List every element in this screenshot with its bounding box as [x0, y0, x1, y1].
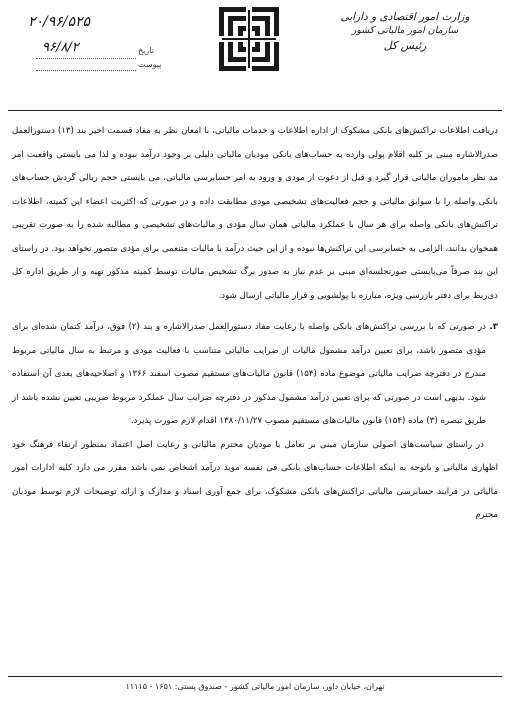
closing-paragraph: در راستای سیاست‌های اصولی سازمان مبنی بر تعامل با مودیان محترم مالیاتی و رعایت اصل اعتماد بمنظور ارتقاء فرهنگ خود اظهاری مالیاتی و باتوجه به اینکه اطلاعات حساب‌های بانکی فی نفسه موید درآمد اشخاص نمی باشد مقرر می دارد کلیه ادارات امور مالیاتی در فرایند حسابرسی مالیاتی تراکنش‌های بانکی مشکوک، برای جمع آوری اسناد و مدارک و ارائه توضیحات لازم توسط مودیان محترم — [12, 439, 498, 520]
list-item-text: در صورتی که با بررسی تراکنش‌های بانکی واصله با رعایت مفاد دستورالعمل صدرالاشاره و بند (۲) فوق، درآمد کتمان شده‌ای برای مؤدی متصور باشد، برای تعیین درآمد مشمول مالیات از ضرایب مالیاتی متناسب با فعالیت مودی و مرتبط به سال مالیاتی مربوط مندرج در دفترچه ضرایب مالیاتی موضوع ماده (۱۵۴) قانون مالیات‌های مستقیم مصوب اسفند ۱۳۶۶ و اصلاحیه‌های بعدی آن استفاده شود. بدیهی است در صورتی که برای تعیین درآمد مشمول مذکور در دفترچه ضرایب سال عملکرد مربوط ضریبی تعیین نشده باشد از طریق تبصره (۳) ماده (۱۵۴) قانون مالیات‌های مستقیم مصوب ۱۳۸۰/۱۱/۲۷ اقدام لازم صورت پذیرد. — [12, 322, 487, 426]
organization-block — [330, 10, 480, 54]
footer-address: تهران، خیابان داور، سازمان امور مالیاتی کشور - صندوق پستی: ۱۶۵۱ - ۱۱۱۱۵ — [125, 682, 385, 691]
letterhead — [0, 0, 510, 100]
organization-name: سازمان امور مالیاتی کشور — [351, 25, 459, 36]
attachment-label: پیوست — [138, 60, 162, 69]
attachment-line — [36, 70, 136, 71]
date-line — [36, 58, 136, 59]
list-item-3 — [12, 316, 498, 434]
letter-body — [12, 120, 498, 528]
header-divider — [8, 110, 502, 111]
footer-divider — [8, 676, 502, 677]
letter-date: ۹۶/۸/۲ — [42, 40, 79, 55]
intro-paragraph: دریافت اطلاعات تراکنش‌های بانکی مشکوک از اداره اطلاعات و خدمات مالیاتی، با امعان نظر به مفاد قسمت اخیر بند (۱۳) دستورالعمل صدرالاشاره مبنی بر کلیه اقلام پولی وارده به حساب‌های بانکی مودیان مالیاتی دلیلی بر وجود درآمد نبوده و لذا می بایستی واقعیت امر مد نظر ماموران مالیاتی قرار گیرد و قبل از دعوت از مودی و ورود به امر حسابرسی مالیاتی، می بایستی حجم ریالی گردش حساب‌های بانکی واصله را با سوابق مالیاتی و حجم فعالیت‌های تشخیصی مودی مطابقت داده و در صورتی که اکثریت اعضاء این کمیته، اطلاعات تراکنش‌های بانکی واصله برای هر سال با عملکرد مالیاتی همان سال مؤدی و مالیات‌های تشخیصی و مطالبه شده را به صورت تقریبی همخوان بدانند، الزامی به حسابرسی این تراکنش‌ها نبوده و از این حیث درآمد یا مالیات متنعمی برای مؤدی متصور نخواهد بود. در راستای این بند صرفاً می‌بایستی صورتجلسه‌ای مبنی بر عدم نیاز به صدور برگ تشخیص مالیات توسط کمیته مذکور تهیه و از طریق اداره کل ذی‌ربط برای دفتر بازرسی ویژه، مبارزه با پولشویی و فرار مالیاتی ارسال شود. — [12, 126, 498, 301]
ministry-name: وزارت امور اقتصادی و دارایی — [340, 11, 470, 23]
letter-number: ۲۰/۹۶/۵۲۵ — [28, 14, 91, 30]
date-label: تاریخ — [138, 46, 154, 55]
list-item-marker: ۳. — [489, 322, 498, 332]
emblem-logo — [218, 6, 280, 72]
signatory-title: رئیس کل — [383, 39, 427, 52]
